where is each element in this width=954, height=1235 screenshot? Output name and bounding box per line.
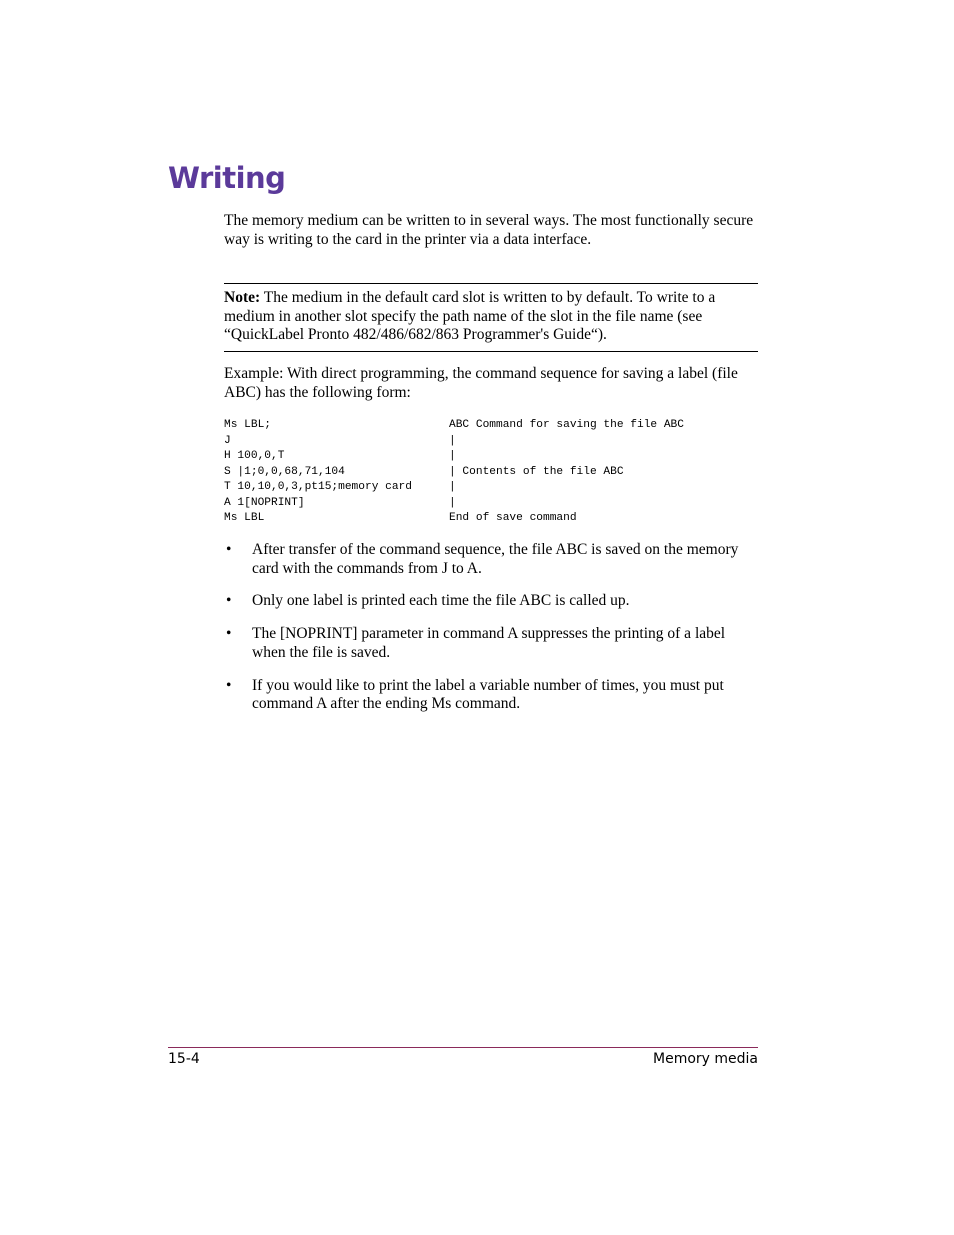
list-item <box>224 541 758 578</box>
bullet-text: The [NOPRINT] parameter in command A suppresses the printing of a label when the file is saved. <box>252 625 726 661</box>
code-line <box>224 496 758 512</box>
code-comment: | <box>449 450 456 462</box>
code-comment: | <box>449 496 456 509</box>
bullet-list <box>224 541 758 728</box>
code-comment: | <box>449 481 456 493</box>
code-line <box>224 434 758 450</box>
code-comment: | <box>449 434 456 447</box>
intro-paragraph: The memory medium can be written to in several ways. The most functionally secure way is writing to the card in the printer via a data interface. <box>224 212 754 248</box>
footer-divider <box>168 1047 758 1048</box>
code-comment: ABC Command for saving the file ABC <box>449 419 684 431</box>
code-command: T 10,10,0,3,pt15;memory card <box>224 481 412 493</box>
code-command: S |1;0,0,68,71,104 <box>224 465 345 478</box>
bullet-icon: • <box>226 676 232 694</box>
bullet-icon: • <box>226 541 232 558</box>
code-comment: End of save command <box>449 512 577 524</box>
example-paragraph: Example: With direct programming, the command sequence for saving a label (file ABC) has the following form: <box>224 365 738 401</box>
code-command: H 100,0,T <box>224 450 285 462</box>
list-item <box>224 592 758 611</box>
bullet-text: After transfer of the command sequence, the file ABC is saved on the memory card with the commands from J to A. <box>252 541 739 577</box>
page-title: Writing <box>168 161 286 195</box>
bullet-text: Only one label is printed each time the file ABC is called up. <box>252 592 630 610</box>
code-command: Ms LBL <box>224 512 265 524</box>
note-text: The medium in the default card slot is written to by default. To write to a medium in another slot specify the path name of the slot in the file name (see “QuickLabel Pronto 482/486/682/863 Programmer's Guide“). <box>224 289 716 344</box>
code-line <box>224 480 758 496</box>
code-command: J <box>224 434 231 447</box>
note-label: Note: <box>224 289 261 306</box>
bullet-icon: • <box>226 625 232 643</box>
code-comment: | Contents of the file ABC <box>449 465 624 478</box>
footer-section-title: Memory media <box>653 1051 758 1067</box>
code-line <box>224 449 758 465</box>
bullet-icon: • <box>226 592 232 610</box>
list-item <box>224 625 758 662</box>
list-item <box>224 677 758 714</box>
code-line <box>224 465 758 481</box>
code-line <box>224 511 758 527</box>
code-command: Ms LBL; <box>224 419 271 431</box>
code-command: A 1[NOPRINT] <box>224 496 305 509</box>
note-box <box>224 283 758 352</box>
bullet-text: If you would like to print the label a variable number of times, you must put command A after the ending Ms command. <box>252 676 724 713</box>
page-number: 15-4 <box>168 1051 200 1067</box>
code-line <box>224 418 758 434</box>
note-paragraph <box>224 289 758 345</box>
code-block <box>224 418 758 527</box>
